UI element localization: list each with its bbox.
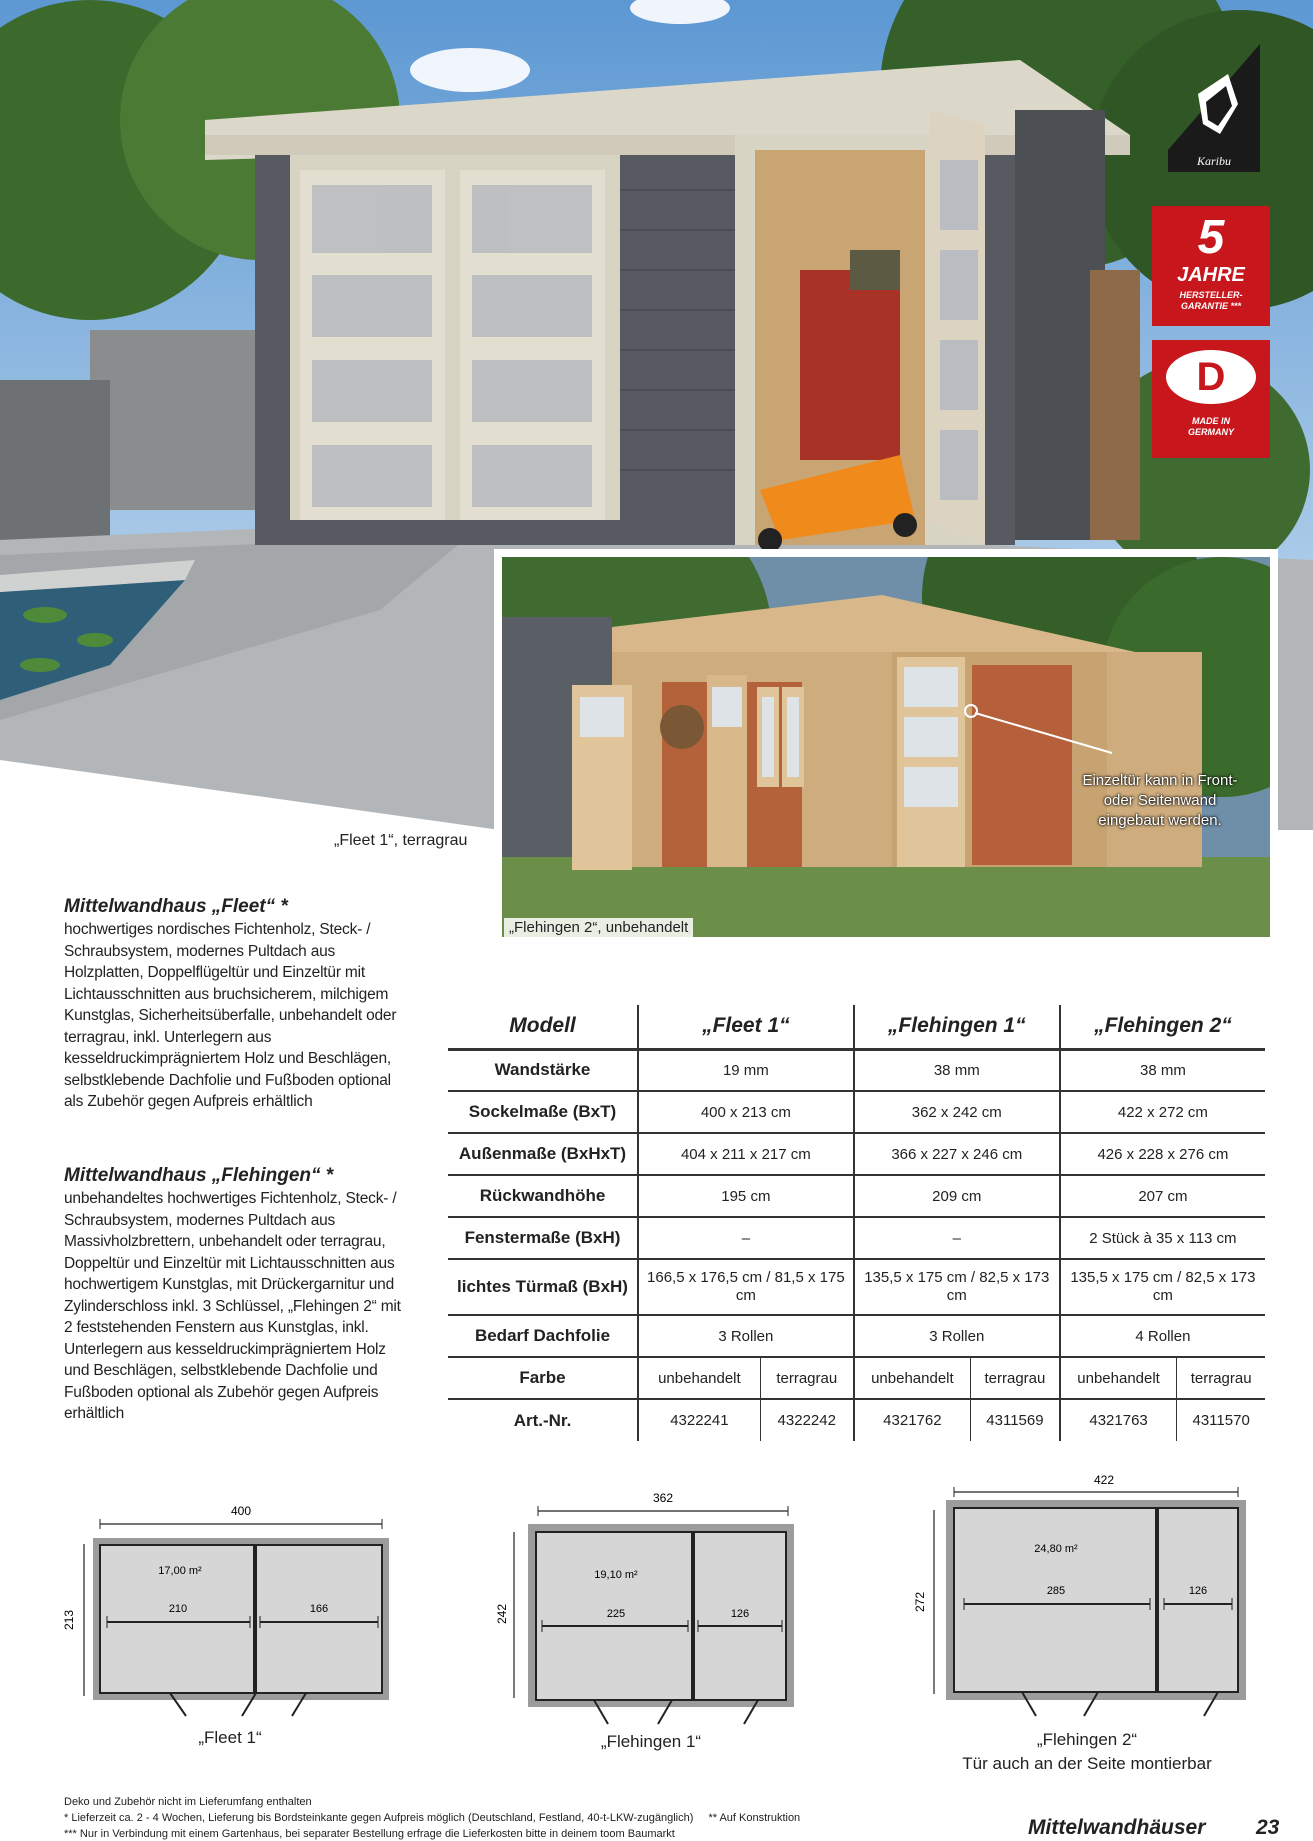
fleet-title: Mittelwandhaus „Fleet“ *: [64, 896, 288, 917]
table-row: [448, 1175, 1265, 1217]
right-label: 126: [730, 1608, 750, 1620]
header-flehingen2: „Flehingen 2“: [1060, 1005, 1265, 1049]
footnote-delivery: * Lieferzeit ca. 2 - 4 Wochen, Lieferung bis Bordsteinkante gegen Aufpreis möglich (Deutschland, Festland, 40-t-LKW-zugänglich): [64, 1812, 694, 1824]
table-cell: 19 mm: [638, 1049, 854, 1091]
section-title: Mittelwandhäuser: [1028, 1816, 1206, 1839]
header-model: Modell: [448, 1005, 638, 1049]
table-cell: unbehandelt: [1060, 1357, 1177, 1399]
row-label: Farbe: [448, 1357, 638, 1399]
row-label: lichtes Türmaß (BxH): [448, 1259, 638, 1315]
warranty-number: 5: [1197, 211, 1225, 264]
warranty-small: HERSTELLER- GARANTIE ***: [1179, 290, 1243, 311]
table-cell: 4321762: [854, 1399, 971, 1441]
left-label: 285: [1046, 1585, 1066, 1597]
floorplan-flehingen2: [912, 1470, 1262, 1773]
table-cell: 166,5 x 176,5 cm / 81,5 x 175 cm: [638, 1259, 854, 1315]
left-label: 210: [168, 1603, 188, 1615]
table-cell: 4311570: [1177, 1399, 1265, 1441]
spec-table: [448, 1005, 1265, 1441]
table-cell: 38 mm: [854, 1049, 1060, 1091]
flehingen-body: unbehandeltes hochwertiges Fichtenholz, Steck- / Schraubsystem, modernes Pultdach aus Massivholzbrettern, unbehandelt oder terragrau, Doppeltür und Einzeltür mit Lichtausschnitten aus hochwertigem Kunstglas, mit Drückergarnitur und Zylinderschloss inkl. 3 Schlüssel, „Flehingen 2“ mit 2 feststehenden Fenstern aus Kunstglas, inkl. Unterlegern aus kesseldruckimprägniertem Holz und Beschlägen, selbstklebende Dachfolie und Fußboden optional als Zubehör gegen Aufpreis erhältlich: [64, 1190, 401, 1422]
footnote-line: [64, 1810, 800, 1826]
plan-name: „Flehingen 1“: [600, 1732, 702, 1751]
row-label: Bedarf Dachfolie: [448, 1315, 638, 1357]
row-label: Wandstärke: [448, 1049, 638, 1091]
table-cell: 135,5 x 175 cm / 82,5 x 173 cm: [854, 1259, 1060, 1315]
table-cell: –: [854, 1217, 1060, 1259]
table-row: [448, 1259, 1265, 1315]
row-label: Außenmaße (BxHxT): [448, 1133, 638, 1175]
floorplan-drawing: [60, 1500, 400, 1730]
depth-label: 272: [913, 1591, 927, 1613]
header-fleet1: „Fleet 1“: [638, 1005, 854, 1049]
fleet-description: [64, 895, 409, 1113]
table-row: [448, 1357, 1265, 1399]
flehingen-title: Mittelwandhaus „Flehingen“ *: [64, 1165, 334, 1186]
table-cell: terragrau: [1177, 1357, 1265, 1399]
country-letter: D: [1166, 350, 1256, 404]
warranty-badge: [1152, 206, 1270, 326]
plan-name: „Fleet 1“: [198, 1728, 262, 1747]
table-cell: terragrau: [971, 1357, 1060, 1399]
row-label: Fenstermaße (BxH): [448, 1217, 638, 1259]
row-label: Rückwandhöhe: [448, 1175, 638, 1217]
width-label: 400: [230, 1504, 252, 1518]
table-cell: 3 Rollen: [638, 1315, 854, 1357]
table-cell: 2 Stück à 35 x 113 cm: [1060, 1217, 1265, 1259]
table-cell: terragrau: [760, 1357, 853, 1399]
depth-label: 213: [62, 1609, 76, 1631]
table-row: [448, 1315, 1265, 1357]
table-cell: 4322242: [760, 1399, 853, 1441]
table-row: [448, 1091, 1265, 1133]
table-cell: 209 cm: [854, 1175, 1060, 1217]
flehingen-description: [64, 1164, 409, 1425]
plan-name: „Flehingen 2“: [1036, 1730, 1138, 1749]
floorplan-flehingen1: [496, 1488, 806, 1751]
right-label: 126: [1188, 1585, 1208, 1597]
made-in-germany-badge: [1152, 340, 1270, 458]
table-cell: –: [638, 1217, 854, 1259]
inset-photo-frame: [494, 549, 1278, 945]
warranty-word: JAHRE: [1177, 264, 1245, 286]
table-cell: 4321763: [1060, 1399, 1177, 1441]
area-label: 17,00 m²: [158, 1565, 202, 1577]
brand-label: Karibu: [1168, 150, 1260, 172]
table-cell: 362 x 242 cm: [854, 1091, 1060, 1133]
footnotes: [64, 1794, 800, 1841]
page-number: 23: [1256, 1816, 1280, 1839]
table-cell: 366 x 227 x 246 cm: [854, 1133, 1060, 1175]
right-label: 166: [309, 1603, 329, 1615]
table-header-row: [448, 1005, 1265, 1049]
table-row: [448, 1217, 1265, 1259]
table-cell: 3 Rollen: [854, 1315, 1060, 1357]
floorplan-drawing: [496, 1488, 806, 1738]
table-cell: 422 x 272 cm: [1060, 1091, 1265, 1133]
inset-caption: „Flehingen 2“, unbehandelt: [504, 918, 693, 937]
floorplan-fleet1: [60, 1500, 400, 1747]
deer-icon: [1168, 44, 1260, 150]
plan-subtitle: Tür auch an der Seite montierbar: [962, 1754, 1212, 1773]
width-label: 422: [1093, 1473, 1115, 1487]
fleet-body: hochwertiges nordisches Fichtenholz, Steck- / Schraubsystem, modernes Pultdach aus Holzplatten, Doppelflügeltür und Einzeltür mit Lichtausschnitten aus bruchsicherem, milchigem Kunstglas, Sicherheitsüberfalle, unbehandelt oder terragrau, inkl. Unterlegern aus kesseldruckimprägniertem Holz und Beschlägen, selbstklebende Dachfolie und Fußboden optional als Zubehör gegen Aufpreis erhältlich: [64, 921, 397, 1110]
table-cell: 426 x 228 x 276 cm: [1060, 1133, 1265, 1175]
table-cell: 135,5 x 175 cm / 82,5 x 173 cm: [1060, 1259, 1265, 1315]
table-cell: 4311569: [971, 1399, 1060, 1441]
table-cell: 4 Rollen: [1060, 1315, 1265, 1357]
footnote-line: *** Nur in Verbindung mit einem Gartenhaus, bei separater Bestellung erfrage die Lieferkosten bitte in deinem toom Baumarkt: [64, 1828, 675, 1840]
area-label: 24,80 m²: [1034, 1543, 1078, 1555]
table-cell: 4322241: [638, 1399, 760, 1441]
table-cell: 38 mm: [1060, 1049, 1265, 1091]
table-cell: 400 x 213 cm: [638, 1091, 854, 1133]
footnote-construction: ** Auf Konstruktion: [708, 1812, 801, 1824]
table-cell: 207 cm: [1060, 1175, 1265, 1217]
table-row: [448, 1399, 1265, 1441]
depth-label: 242: [496, 1603, 509, 1625]
floorplan-drawing: [912, 1470, 1262, 1732]
table-cell: unbehandelt: [638, 1357, 760, 1399]
hero-caption: „Fleet 1“, terragrau: [334, 832, 468, 849]
table-row: [448, 1049, 1265, 1091]
row-label: Sockelmaße (BxT): [448, 1091, 638, 1133]
footnote-line: Deko und Zubehör nicht im Lieferumfang enthalten: [64, 1796, 312, 1808]
area-label: 19,10 m²: [594, 1569, 638, 1581]
inset-photo: [502, 557, 1270, 937]
table-cell: unbehandelt: [854, 1357, 971, 1399]
table-cell: 404 x 211 x 217 cm: [638, 1133, 854, 1175]
table-cell: 195 cm: [638, 1175, 854, 1217]
karibu-logo: [1168, 44, 1260, 172]
made-in-text: MADE IN GERMANY: [1187, 416, 1234, 437]
header-flehingen1: „Flehingen 1“: [854, 1005, 1060, 1049]
left-label: 225: [606, 1608, 626, 1620]
width-label: 362: [652, 1491, 674, 1505]
door-callout: Einzeltür kann in Front- oder Seitenwand eingebaut werden.: [1082, 772, 1238, 829]
row-label: Art.-Nr.: [513, 1410, 572, 1430]
table-row: [448, 1133, 1265, 1175]
